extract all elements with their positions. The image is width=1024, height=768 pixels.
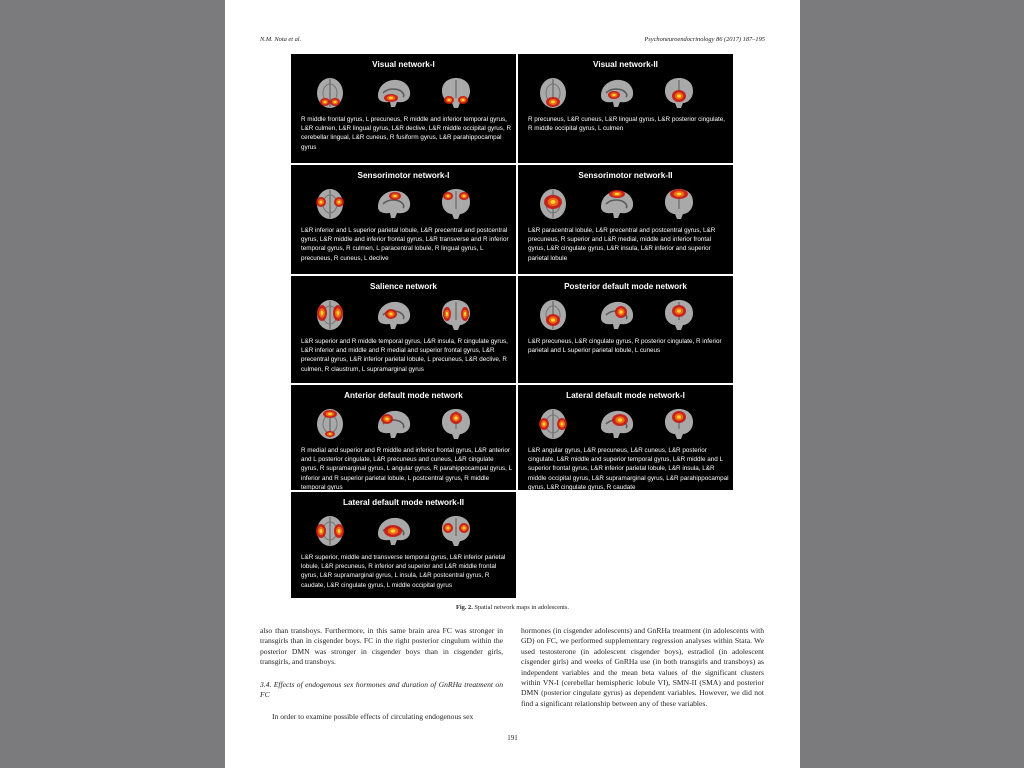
brain-image-coronal (437, 514, 475, 553)
brain-scan-coronal (437, 187, 475, 221)
panel-lateral-default-mode-network-2 (291, 492, 516, 598)
brain-scan-axial (311, 298, 349, 332)
brain-image-axial (534, 407, 572, 446)
brain-scan-axial (311, 76, 349, 110)
panel-salience-network (291, 276, 516, 383)
brain-scan-sagittal (598, 76, 636, 110)
brain-scan-sagittal (375, 407, 413, 441)
panel-description: L&R inferior and L superior parietal lobule, L&R precentral and postcentral gyrus, L&R middle and inferior frontal gyrus, L&R transverse and R inferior temporal gyrus, R culmen, L paracentral lobule, R lingual gyrus, L precuneus, R cuneus, L declive (301, 227, 509, 262)
text-column-left (260, 626, 503, 723)
brain-image-sagittal (598, 298, 636, 337)
brain-scan-axial (534, 76, 572, 110)
brain-scan-sagittal (375, 187, 413, 221)
panel-description: R medial and superior and R middle and inferior frontal gyrus, L&R anterior and L posterior cingulate, L&R precuneus and cuneus, L&R cingulate gyrus, R supramarginal gyrus, L angular gyrus, R parahippocampal gyrus, L inferior and R superior parietal lobule, L postcentral gyrus, R middle temporal gyrus (301, 447, 512, 490)
brain-scan-axial (534, 187, 572, 221)
brain-image-coronal (660, 407, 698, 446)
brain-scan-axial (311, 187, 349, 221)
brain-image-axial (311, 76, 349, 115)
brain-images (518, 407, 733, 443)
text-column-right (521, 626, 764, 709)
brain-image-axial (311, 407, 349, 446)
brain-scan-sagittal (598, 298, 636, 332)
figure-2 (291, 54, 733, 598)
brain-scan-coronal (660, 298, 698, 332)
panel-title: Posterior default mode network (564, 282, 687, 291)
brain-image-coronal (437, 298, 475, 337)
panel-visual-network-1 (291, 54, 516, 163)
brain-image-sagittal (375, 187, 413, 226)
brain-scan-coronal (437, 514, 475, 548)
paragraph: hormones (in cisgender adolescents) and GnRHa treatment (in adolescents with GD) on FC, we performed supplementary regression analyses within Stata. We used testosterone (in adolescent cisgender boys), estradiol (in adolescent cisgender girls) and weeks of GnRHa use (in both transgirls and transboys) as independent variables and the mean beta values of the significant clusters within VN-I (cerebellar hemispheric lobule VI), SMN-II (SMA) and posterior DMN (posterior cingulate gyrus) as dependent variables. However, we did not find a significant relationship between any of these variables. (521, 626, 764, 708)
brain-image-sagittal (375, 514, 413, 553)
panel-title: Lateral default mode network-I (566, 391, 685, 400)
panel-sensorimotor-network-2 (518, 165, 733, 274)
brain-image-sagittal (598, 407, 636, 446)
brain-image-coronal (660, 187, 698, 226)
brain-images (291, 514, 516, 550)
brain-image-coronal (437, 76, 475, 115)
brain-image-sagittal (375, 298, 413, 337)
brain-image-coronal (437, 407, 475, 446)
brain-scan-coronal (660, 407, 698, 441)
panel-title: Lateral default mode network-II (342, 498, 464, 507)
brain-image-coronal (660, 76, 698, 115)
brain-scan-sagittal (598, 407, 636, 441)
brain-images (291, 187, 516, 223)
brain-image-axial (534, 187, 572, 226)
brain-scan-axial (534, 407, 572, 441)
brain-image-sagittal (375, 76, 413, 115)
brain-images (291, 76, 516, 112)
brain-scan-coronal (660, 76, 698, 110)
brain-scan-coronal (660, 187, 698, 221)
panel-sensorimotor-network-1 (291, 165, 516, 274)
figure-caption (225, 604, 800, 611)
running-header-journal: Psychoneuroendocrinology 86 (2017) 187–195 (644, 36, 765, 43)
panel-description: L&R superior, middle and transverse temporal gyrus, L&R inferior parietal lobule, L&R precuneus, R inferior and superior and L&R middle frontal gyrus, L&R supramarginal gyrus, L insula, L&R postcentral gyrus, R caudate, L&R cingulate gyrus, L middle occipital gyrus (301, 554, 506, 589)
section-heading: 3.4. Effects of endogenous sex hormones and duration of GnRHa treatment on FC (260, 679, 503, 700)
running-header-authors: N.M. Nota et al. (260, 36, 302, 43)
brain-image-sagittal (598, 187, 636, 226)
paragraph: also than transboys. Furthermore, in this same brain area FC was stronger in transgirls than in cisgender boys. FC in the right posterior cingulum within the posterior DMN was stronger in cisgender boys than in cisgender girls, transgirls, and transboys. (260, 626, 503, 667)
brain-image-coronal (437, 187, 475, 226)
brain-image-axial (311, 187, 349, 226)
brain-image-sagittal (598, 76, 636, 115)
brain-scan-sagittal (375, 514, 413, 548)
brain-scan-coronal (437, 407, 475, 441)
brain-image-axial (311, 514, 349, 553)
brain-image-coronal (660, 298, 698, 337)
panel-description: L&R precuneus, L&R cingulate gyrus, R posterior cingulate, R inferior parietal and L superior parietal lobule, L cuneus (528, 338, 722, 355)
panel-lateral-default-mode-network-1 (518, 385, 733, 490)
panel-description: R precuneus, L&R cuneus, L&R lingual gyrus, L&R posterior cingulate, R middle occipital gyrus, L culmen (528, 116, 726, 133)
brain-images (518, 76, 733, 112)
panel-description: L&R angular gyrus, L&R precuneus, L&R cuneus, L&R posterior cingulate, L&R middle and superior temporal gyrus, L&R middle and L superior frontal gyrus, L&R inferior parietal lobule, L&R insula, L&R middle occipital gyrus, L&R supramarginal gyrus, L&R parahippocampal gyrus, L&R cingulate gyrus, R caudate (528, 447, 729, 490)
brain-image-axial (534, 76, 572, 115)
panel-title: Visual network-II (593, 60, 658, 69)
panel-anterior-default-mode-network (291, 385, 516, 490)
brain-scan-sagittal (598, 187, 636, 221)
brain-scan-axial (534, 298, 572, 332)
caption-text: Spatial network maps in adolescents. (472, 604, 570, 611)
brain-scan-coronal (437, 298, 475, 332)
panel-title: Sensorimotor network-II (578, 171, 673, 180)
page-number: 191 (507, 734, 518, 742)
paragraph: In order to examine possible effects of circulating endogenous sex (272, 712, 474, 722)
brain-scan-axial (311, 514, 349, 548)
brain-images (518, 187, 733, 223)
panel-title: Visual network-I (372, 60, 435, 69)
brain-image-sagittal (375, 407, 413, 446)
brain-scan-coronal (437, 76, 475, 110)
panel-posterior-default-mode-network (518, 276, 733, 383)
panel-visual-network-2 (518, 54, 733, 163)
panel-title: Anterior default mode network (344, 391, 463, 400)
panel-description: L&R superior and R middle temporal gyrus, L&R insula, R cingulate gyrus, L&R inferior and middle and R medial and superior frontal gyrus, L&R precentral gyrus, L&R inferior parietal lobule, L precuneus, L&R declive, R culmen, R claustrum, L supramarginal gyrus (301, 338, 508, 373)
caption-label: Fig. 2. (455, 604, 473, 611)
brain-images (291, 298, 516, 334)
brain-scan-axial (311, 407, 349, 441)
panel-description: R middle frontal gyrus, L precuneus, R middle and inferior temporal gyrus, L&R culmen, L&R lingual gyrus, L&R declive, L&R middle occipital gyrus, R cerebellar lingual, L&R cuneus, R fusiform gyrus, L&R parahippocampal gyrus (301, 116, 511, 151)
panel-title: Salience network (370, 282, 437, 291)
panel-title: Sensorimotor network-I (357, 171, 450, 180)
journal-page (225, 0, 800, 768)
panel-description: L&R paracentral lobule, L&R precentral and postcentral gyrus, L&R precuneus, R superior and L&R medial, middle and inferior frontal gyrus, L&R cingulate gyrus, L&R insula, L&R inferior and superior parietal lobule (528, 227, 716, 262)
brain-image-axial (311, 298, 349, 337)
brain-images (291, 407, 516, 443)
brain-image-axial (534, 298, 572, 337)
brain-scan-sagittal (375, 298, 413, 332)
brain-scan-sagittal (375, 76, 413, 110)
brain-images (518, 298, 733, 334)
